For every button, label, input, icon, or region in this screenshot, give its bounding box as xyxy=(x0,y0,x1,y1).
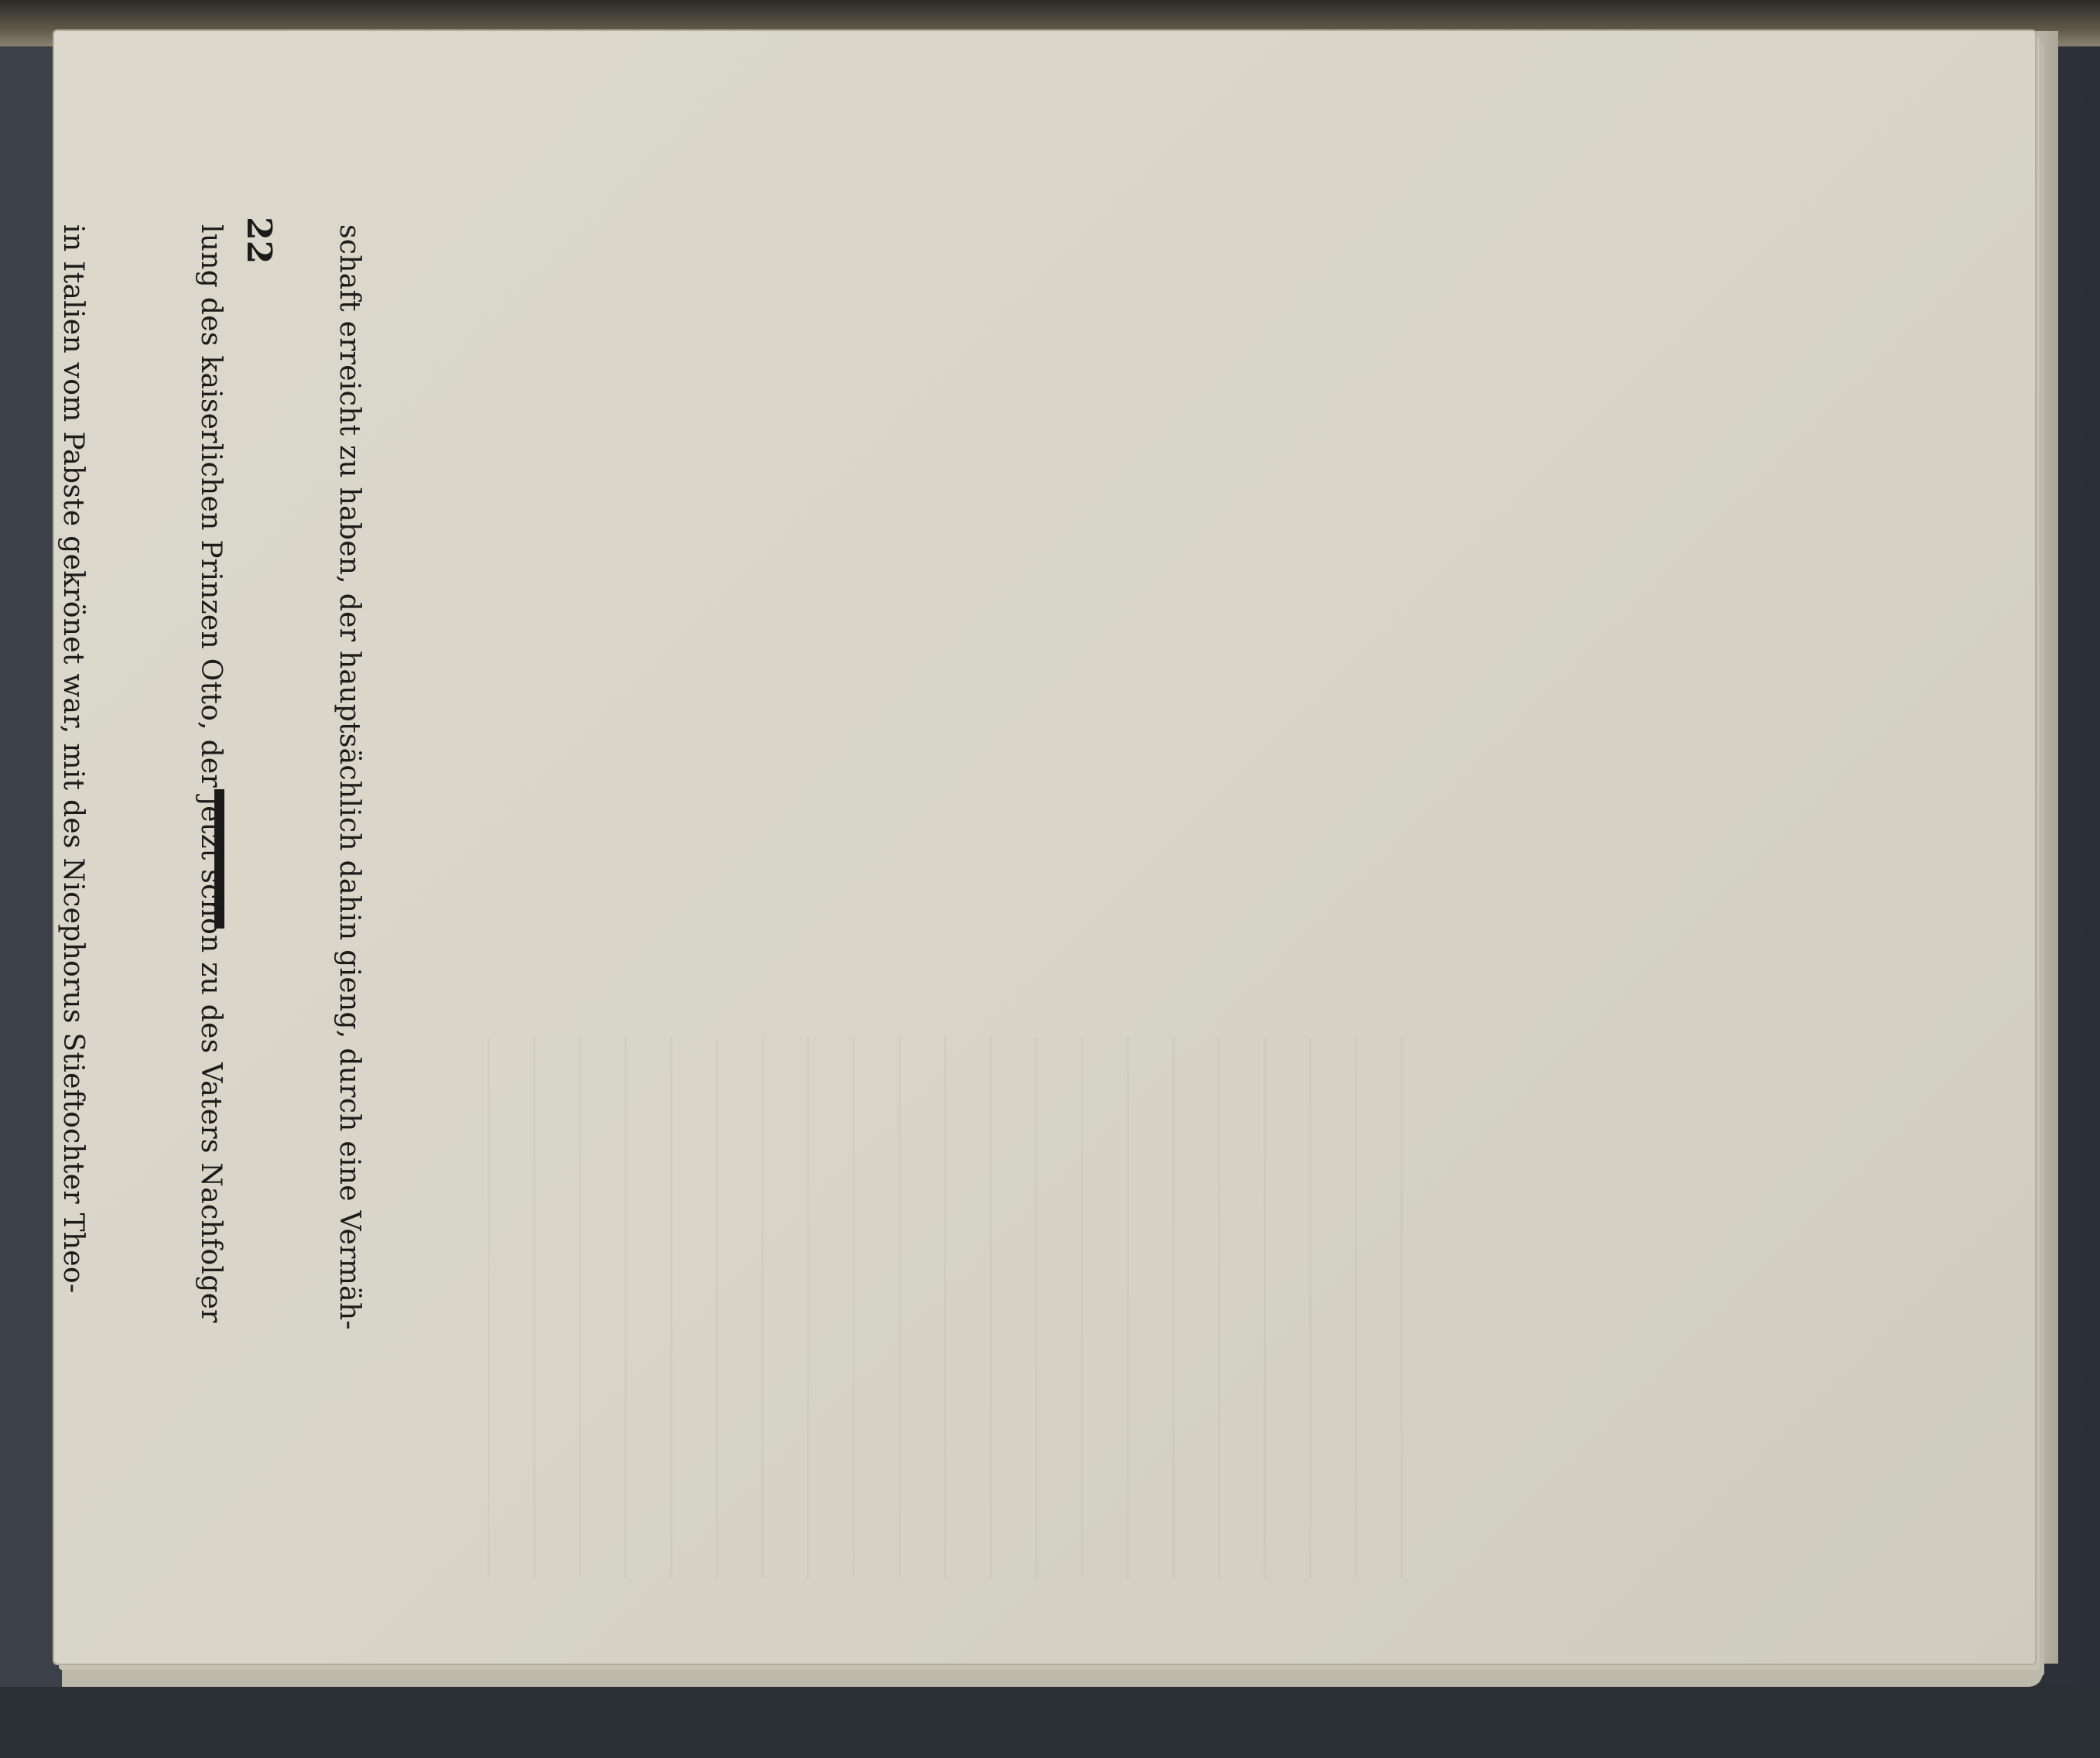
text-line: lung des kaiserlichen Prinzen Otto, der jetzt schon zu des Vaters Nachfolger xyxy=(195,224,227,1323)
text-block xyxy=(0,224,464,1679)
page-number: 22 xyxy=(239,217,279,265)
text-line: schaft erreicht zu haben, der hauptsächlich dahin gieng, durch eine Vermäh- xyxy=(333,224,365,1330)
rotated-page-content xyxy=(15,162,1950,1756)
text-line: in Italien vom Pabste gekrönet war, mit des Nicephorus Stieftochter Theo- xyxy=(57,224,89,1294)
body-paragraph-1 xyxy=(0,224,464,1679)
